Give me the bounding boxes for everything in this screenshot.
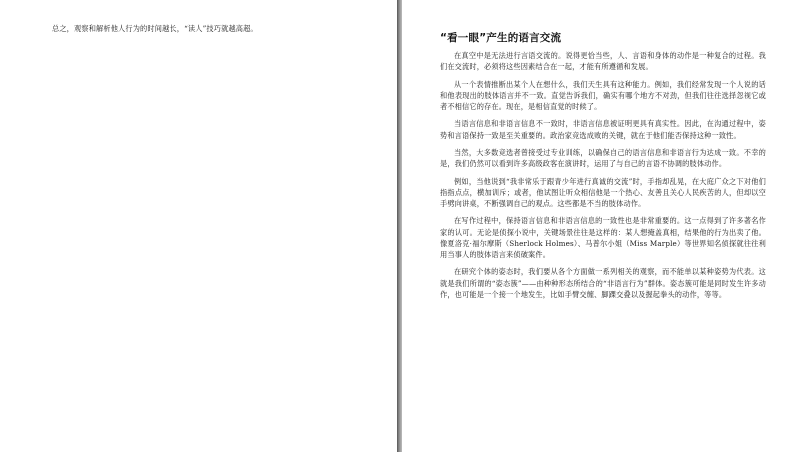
section-heading: “看一眼”产生的语言交流 bbox=[440, 32, 562, 44]
body-text bbox=[440, 50, 766, 306]
paragraph: 当语言信息和非语言信息不一致时，非语言信息被证明更具有真实性。因此，在沟通过程中，姿势和言语保持一致是至关重要的。政治家竞选成败的关键，就在于他们能否保持这种一致性。 bbox=[440, 119, 766, 140]
paragraph: 当然，大多数竞选者曾接受过专业训练，以确保自己的语言信息和非语言行为达成一致。不幸的是，我们仍然可以看到许多高级政客在演讲时，运用了与自己的言语不协调的肢体动作。 bbox=[440, 147, 766, 169]
paragraph: 例如，当他说到“我非常乐于跟青少年进行真诚的交流”时，手指却乱晃，在大庭广众之下对他们指指点点，横加训斥；或者，他试图让听众相信他是一个热心、友善且关心人民疾苦的人，但却以空手劈向讲桌，不断强调自己的观点。这些都是不当的肢体动作。 bbox=[440, 176, 766, 208]
left-page bbox=[0, 0, 397, 452]
paragraph: 在研究个体的姿态时，我们要从各个方面做一系列相关的观察，而不能单以某种姿势为代表。这就是我们所谓的“姿态簇”——由种种形态所结合的“非语言行为”群体。姿态簇可能是同时发生许多动作，也可能是一个接一个地发生，比如手臂交缠、脚踝交叠以及握起拳头的动作，等等。 bbox=[440, 267, 766, 299]
paragraph: 从一个表情推断出某个人在想什么，我们天生具有这种能力。例如，我们经常发现一个人说的话和他表现出的肢体语言并不一致。直觉告诉我们，确实有哪个地方不对劲，但我们往往选择忽视它或者不相信它的存在。现在，是相信直觉的时候了。 bbox=[440, 79, 766, 111]
paragraph: 在真空中是无法进行言语交流的。说得更恰当些，人、言语和身体的动作是一种复合的过程。我们在交流时，必须将这些因素结合在一起，才能有所遵循和发展。 bbox=[440, 51, 766, 72]
right-page bbox=[402, 0, 799, 452]
left-page-paragraph: 总之，观察和解析他人行为的时间越长，“读人”技巧就越高超。 bbox=[52, 24, 258, 33]
paragraph: 在写作过程中，保持语言信息和非语言信息的一致性也是非常重要的。这一点得到了许多著名作家的认可。无论是侦探小说中，关键场景往往是这样的：某人想掩盖真相，结果他的行为出卖了他。像夏洛克·福尔摩斯（Sherlock Holmes）、马普尔小姐（Miss Marple）等世界知名侦探就往往利用当事人的肢体语言来侦破案件。 bbox=[440, 216, 766, 259]
